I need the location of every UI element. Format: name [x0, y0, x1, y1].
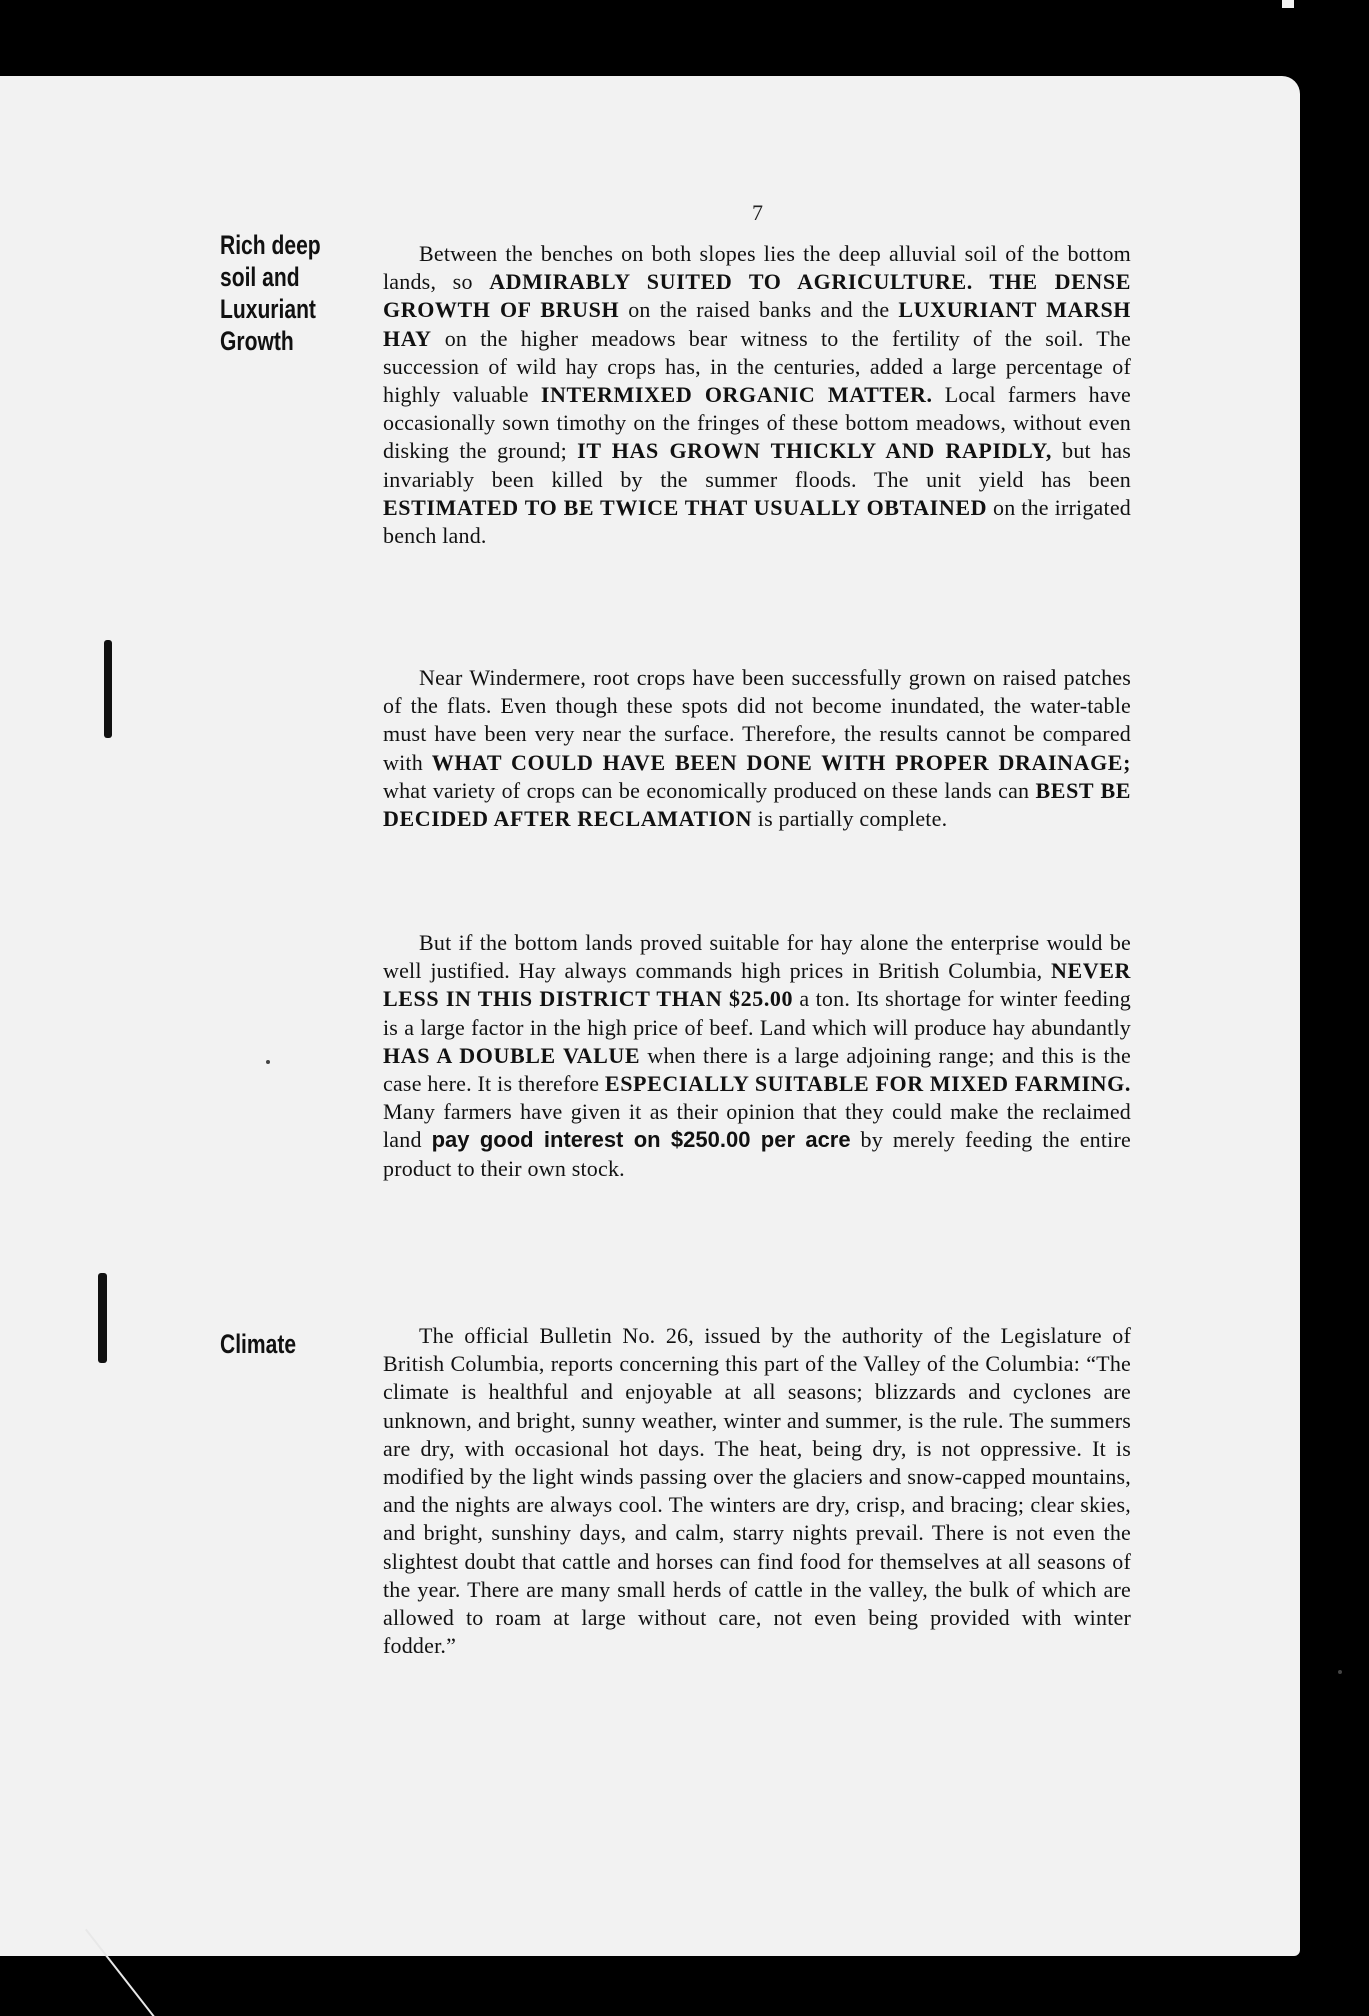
body-text: by merely feeding the entire product to their own stock. — [383, 1127, 1131, 1181]
binding-mark — [104, 640, 112, 738]
body-text: what variety of crops can be economically produced on these lands can — [383, 777, 1036, 803]
body-text: Between the benches on both slopes lies the deep alluvial soil of the bottom lands, so — [383, 241, 1131, 295]
page-number: 7 — [752, 200, 763, 225]
body-text: But if the bottom lands proved suitable for hay alone the enterprise would be well justified. Hay always commands high prices in British Columbia, — [383, 930, 1131, 984]
section-heading-soil: Rich deep soil and Luxuriant Growth — [220, 230, 321, 356]
speck — [1338, 1670, 1342, 1674]
paragraph-soil-2 — [383, 664, 1131, 833]
paragraph-soil-3 — [383, 929, 1131, 1183]
section-heading-climate: Climate — [220, 1329, 297, 1359]
speck — [266, 1060, 270, 1064]
paragraph-soil-1 — [383, 240, 1131, 550]
emphasis-text: INTERMIXED ORGANIC MATTER. — [540, 382, 933, 408]
body-text: Local farmers have occasionally sown timothy on the fringes of these bottom meadows, without even disking the ground; — [383, 382, 1131, 464]
emphasis-text: LUXURIANT MARSH HAY — [383, 297, 1131, 351]
body-text: when there is a large adjoining range; and this is the case here. It is therefore — [383, 1042, 1131, 1097]
emphasis-text: WHAT COULD HAVE BEEN DONE WITH PROPER DRAINAGE; — [431, 749, 1131, 775]
body-text: is partially complete. — [752, 806, 948, 832]
emphasis-text: ESPECIALLY SUITABLE FOR MIXED FARMING. — [604, 1071, 1131, 1097]
body-text: The official Bulletin No. 26, issued by the authority of the Legislature of British Columbia, reports concerning this part of the Valley of the Columbia: “The climate is healthful and enjoyable at all seasons; blizzards and cyclones are unknown, and bright, sunny weather, winter and summer, is the rule. The summers are dry, with occasional hot days. The heat, being dry, is not oppressive. It is modified by the light winds passing over the glaciers and snow-capped mountains, and the nights are always cool. The winters are dry, crisp, and bracing; clear skies, and bright, sunshiny days, and calm, starry nights prevail. There is not even the slightest doubt that cattle and horses can find food for themselves at all seasons of the year. There are many small herds of cattle in the valley, the bulk of which are allowed to roam at large without care, not even being provided with winter fodder.” — [383, 1323, 1131, 1659]
emphasis-text: BEST BE DECIDED AFTER RECLAMATION — [383, 777, 1131, 832]
body-text: on the irrigated bench land. — [383, 494, 1131, 549]
body-text: a ton. Its shortage for winter feeding is a large factor in the high price of beef. Land which will produce hay abundantly — [383, 986, 1132, 1040]
emphasis-text: ADMIRABLY SUITED TO AGRICULTURE. THE DENSE GROWTH OF BRUSH — [383, 269, 1131, 323]
body-text: but has invariably been killed by the summer floods. The unit yield has been — [383, 438, 1131, 492]
body-text: Near Windermere, root crops have been successfully grown on raised patches of the flats. Even though these spots did not become inundated, the water-table must have been very near the surface. Therefore, the results cannot be compared with — [383, 665, 1131, 775]
binding-mark — [98, 1273, 107, 1363]
body-text: on the higher meadows bear witness to the fertility of the soil. The succession of wild hay crops has, in the centuries, added a large percentage of highly valuable — [383, 325, 1131, 408]
emphasis-text: IT HAS GROWN THICKLY AND RAPIDLY, — [577, 438, 1052, 464]
body-text: Many farmers have given it as their opinion that they could make the reclaimed land — [383, 1099, 1131, 1153]
body-text: on the raised banks and the — [619, 297, 899, 323]
emphasis-text: HAS A DOUBLE VALUE — [383, 1042, 641, 1068]
emphasis-text: NEVER LESS IN THIS DISTRICT THAN $25.00 — [383, 958, 1131, 1012]
paragraph-climate — [383, 1322, 1131, 1660]
emphasis-text: ESTIMATED TO BE TWICE THAT USUALLY OBTAINED — [383, 494, 988, 520]
scan-edge-mark — [1282, 0, 1294, 8]
highlight-text: pay good interest on $250.00 per acre — [431, 1127, 851, 1153]
